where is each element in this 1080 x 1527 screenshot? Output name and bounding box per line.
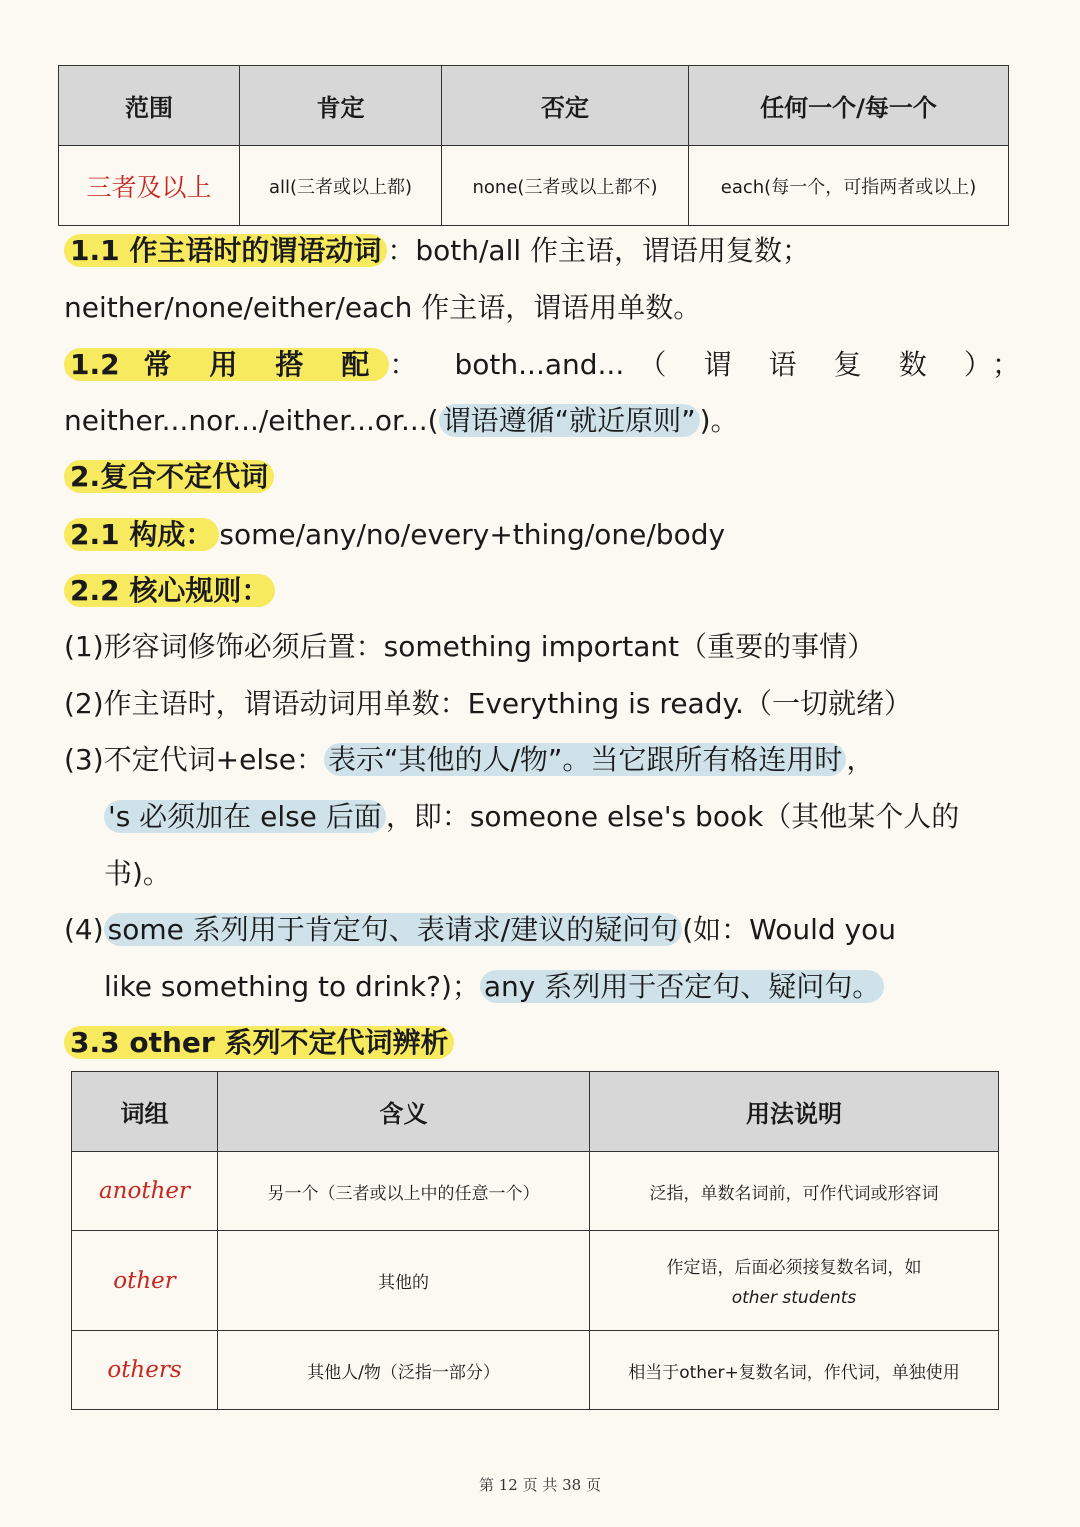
text-line: 书)。 <box>104 857 171 890</box>
text-span: (如：Would you <box>682 913 896 946</box>
table-row <box>72 1152 999 1231</box>
text-span: )。 <box>699 404 739 437</box>
table-cell-word: others <box>72 1331 218 1410</box>
text-line <box>64 905 1020 955</box>
table-cell: all(三者或以上都) <box>240 146 442 226</box>
section-heading: 1.1 作主语时的谓语动词 <box>64 234 387 267</box>
usage-text: 作定语，后面必须接复数名词，如 <box>666 1258 922 1278</box>
text-line <box>64 396 1020 446</box>
table-header: 词组 <box>72 1072 218 1152</box>
table-row <box>72 1331 999 1410</box>
scope-table <box>58 65 1009 226</box>
highlight: 表示“其他的人/物”。当它跟所有格连用时 <box>324 743 846 776</box>
text-span: ：both/all 作主语，谓语用复数； <box>387 234 811 267</box>
table-row <box>59 146 1009 226</box>
section-heading: 2.1 构成： <box>64 518 219 551</box>
table-header: 用法说明 <box>590 1072 999 1152</box>
table-cell: 其他人/物（泛指一部分） <box>218 1331 590 1410</box>
text-line <box>104 792 1020 842</box>
text-span: ， <box>846 743 875 776</box>
section-heading: 2.2 核心规则： <box>64 574 275 607</box>
text-line <box>64 340 1020 390</box>
text-line: (2)作主语时，谓语动词用单数：Everything is ready.（一切就绪） <box>64 687 912 720</box>
highlight: 's 必须加在 else 后面 <box>104 800 386 833</box>
table-header-row <box>59 66 1009 146</box>
table-cell <box>590 1231 999 1331</box>
text-line <box>64 226 1020 276</box>
text-line: (1)形容词修饰必须后置：something important（重要的事情） <box>64 630 876 663</box>
table-cell: 相当于other+复数名词，作代词，单独使用 <box>590 1331 999 1410</box>
text-span: like something to drink?)； <box>104 970 480 1003</box>
table-cell: none(三者或以上都不) <box>442 146 689 226</box>
table-cell: each(每一个，可指两者或以上) <box>689 146 1009 226</box>
table-cell: 三者及以上 <box>59 146 240 226</box>
text-line <box>64 452 1020 502</box>
text-line <box>64 566 1020 616</box>
table-cell: 泛指，单数名词前，可作代词或形容词 <box>590 1152 999 1231</box>
table-header: 含义 <box>218 1072 590 1152</box>
table-header: 否定 <box>442 66 689 146</box>
section-heading: 2.复合不定代词 <box>64 460 274 493</box>
table-header-row <box>72 1072 999 1152</box>
table-cell-word: other <box>72 1231 218 1331</box>
text-line <box>64 510 1020 560</box>
text-span: (3)不定代词+else： <box>64 743 324 776</box>
text-span: (4) <box>64 913 104 946</box>
highlight: 谓语遵循“就近原则” <box>439 404 700 437</box>
table-row <box>72 1231 999 1331</box>
text-line <box>104 962 1020 1012</box>
table-header: 肯定 <box>240 66 442 146</box>
highlight: some 系列用于肯定句、表请求/建议的疑问句 <box>104 913 683 946</box>
table-header: 任何一个/每一个 <box>689 66 1009 146</box>
text-line <box>64 735 1020 785</box>
highlight: any 系列用于否定句、疑问句。 <box>480 970 884 1003</box>
table-cell-word: another <box>72 1152 218 1231</box>
text-line <box>64 1018 1020 1068</box>
other-series-table <box>71 1071 999 1410</box>
table-cell: 另一个（三者或以上中的任意一个） <box>218 1152 590 1231</box>
page-footer: 第 12 页 共 38 页 <box>478 1476 601 1494</box>
table-cell: 其他的 <box>218 1231 590 1331</box>
text-span: neither...nor.../either...or...( <box>64 404 439 437</box>
text-line: neither/none/either/each 作主语，谓语用单数。 <box>64 291 702 324</box>
table-header: 范围 <box>59 66 240 146</box>
section-heading: 3.3 other 系列不定代词辨析 <box>64 1026 454 1059</box>
text-span: ： both...and...（ 谓 语 复 数 ）； <box>389 348 1020 381</box>
text-span: some/any/no/every+thing/one/body <box>219 518 726 551</box>
section-heading: 1.2 常 用 搭 配 <box>64 348 389 381</box>
text-span: ，即：someone else's book（其他某个人的 <box>385 800 960 833</box>
usage-example: other students <box>731 1288 857 1308</box>
